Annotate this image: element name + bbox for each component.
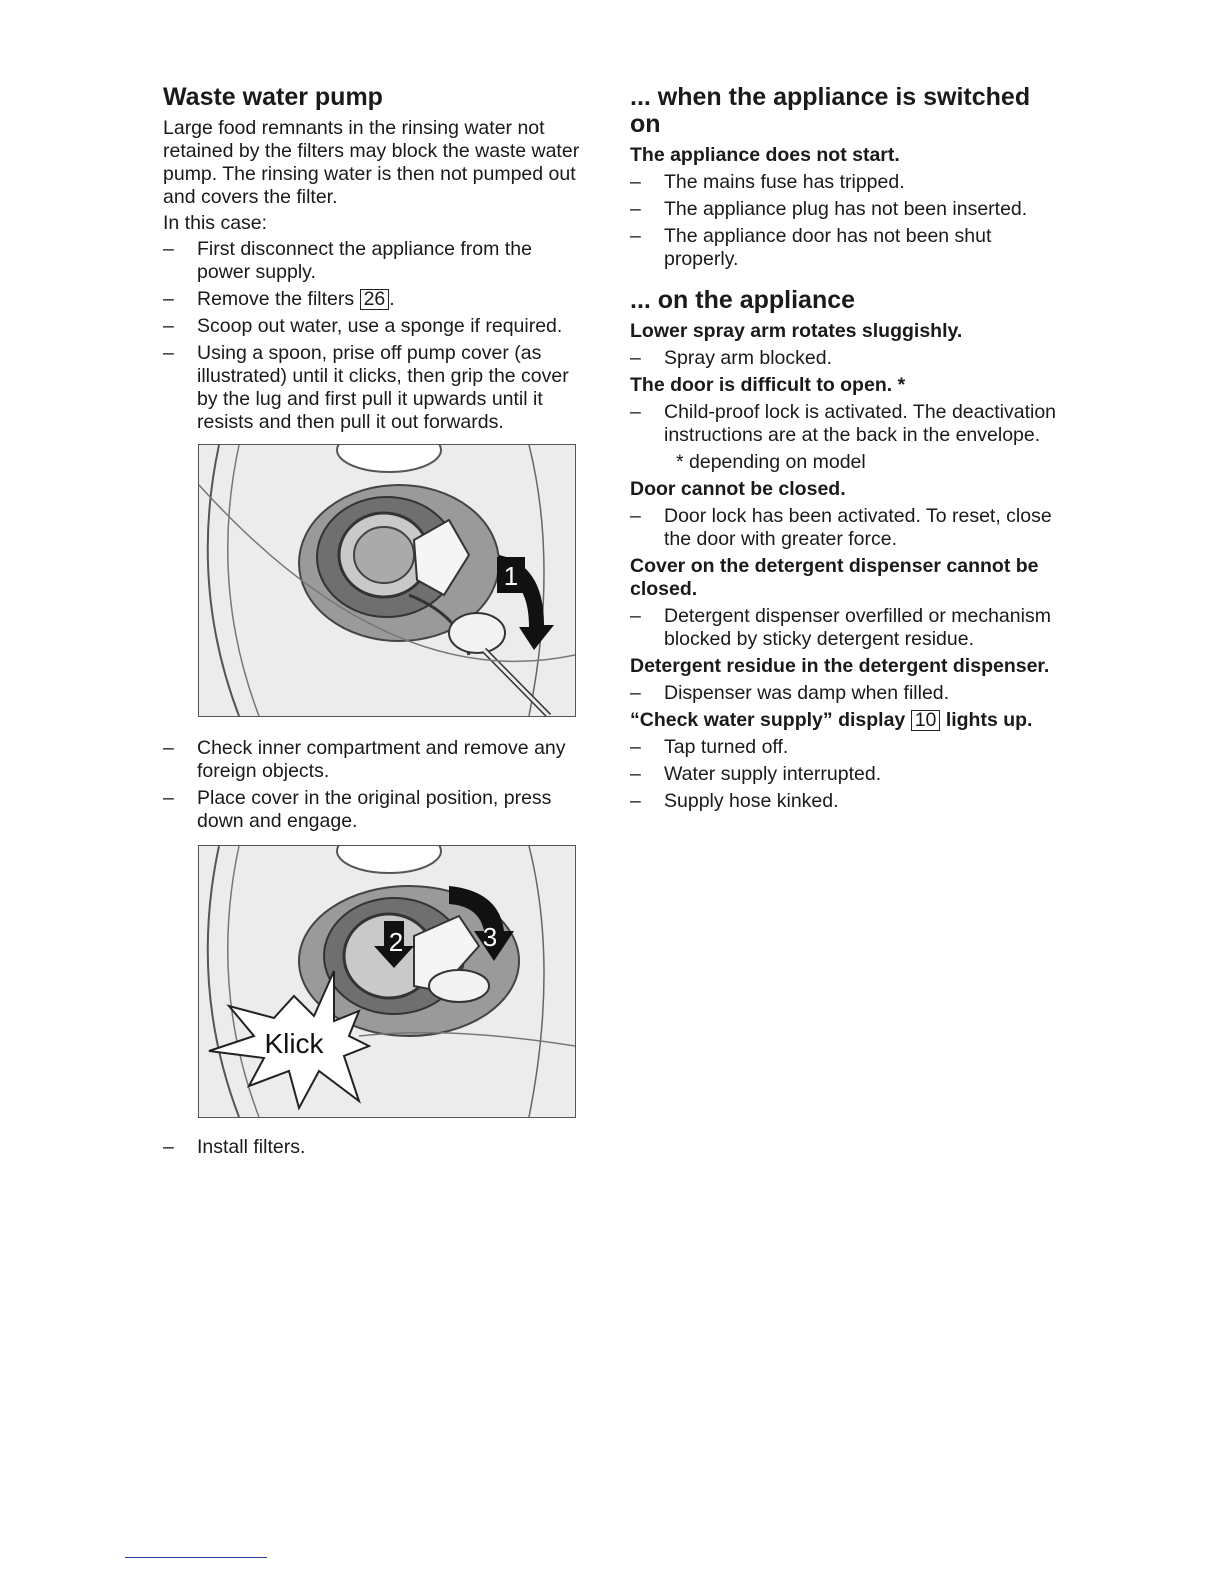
intro-paragraph: Large food remnants in the rinsing water not retained by the filters may block the waste water pump. The rinsing water is then not pumped out and covers the filter. (163, 117, 580, 208)
list-item: – Dispenser was damp when filled. (630, 682, 1060, 705)
pump-cover-removal-figure (198, 444, 576, 717)
procedure-list (163, 238, 588, 434)
dispenser-cover-title: Cover on the detergent dispenser cannot be closed. (630, 555, 1039, 600)
left-column (163, 84, 588, 1163)
list-item (163, 288, 588, 311)
model-footnote: * depending on model (676, 451, 866, 473)
click-label: Klick (264, 1028, 324, 1059)
footer-rule (125, 1557, 267, 1558)
list-item: – Spray arm blocked. (630, 347, 1060, 370)
door-close-title: Door cannot be closed. (630, 478, 846, 500)
list-item: – The mains fuse has tripped. (630, 171, 1060, 194)
pump-cover-refit-figure (198, 845, 576, 1118)
case-label: In this case: (163, 212, 268, 234)
list-item: – First disconnect the appliance from the power supply. (163, 238, 588, 284)
arrow-label-3: 3 (482, 922, 498, 952)
display-reference-box: 10 (911, 710, 941, 731)
detergent-residue-causes (630, 682, 1060, 705)
list-item: – Tap turned off. (630, 736, 1060, 759)
door-open-causes (630, 401, 1060, 447)
arrow-label-2: 2 (388, 927, 404, 957)
filter-reference-box: 26 (360, 289, 390, 310)
water-supply-title-suffix: lights up. (945, 709, 1033, 731)
switched-on-heading: ... when the appliance is switched on (630, 83, 1031, 138)
list-item: – Check inner compartment and remove any foreign objects. (163, 737, 588, 783)
dispenser-cover-causes (630, 605, 1060, 651)
spray-arm-title: Lower spray arm rotates sluggishly. (630, 320, 963, 342)
procedure-list-continued (163, 737, 588, 833)
right-column (630, 84, 1060, 817)
list-item: – Door lock has been activated. To reset, close the door with greater force. (630, 505, 1060, 551)
door-close-causes (630, 505, 1060, 551)
on-appliance-heading: ... on the appliance (630, 286, 856, 314)
list-item: – Supply hose kinked. (630, 790, 1060, 813)
list-item: – Scoop out water, use a sponge if required. (163, 315, 588, 338)
list-item: – Install filters. (163, 1136, 588, 1159)
water-supply-title (630, 709, 1060, 732)
list-item: – The appliance plug has not been inserted. (630, 198, 1060, 221)
list-item: – Water supply interrupted. (630, 763, 1060, 786)
no-start-causes (630, 171, 1060, 271)
water-supply-title-text: “Check water supply” display (630, 709, 906, 731)
door-open-title: The door is difficult to open. * (630, 374, 906, 396)
list-item: – Child-proof lock is activated. The deactivation instructions are at the back in the envelope. (630, 401, 1060, 447)
list-item: – Place cover in the original position, press down and engage. (163, 787, 588, 833)
remove-filters-text: Remove the filters (197, 288, 355, 310)
no-start-title: The appliance does not start. (630, 144, 900, 166)
remove-filters-suffix: . (389, 288, 395, 310)
list-item: – Using a spoon, prise off pump cover (as illustrated) until it clicks, then grip the cover by the lug and first pull it upwards until it resists and then pull it out forwards. (163, 342, 588, 434)
detergent-residue-title: Detergent residue in the detergent dispenser. (630, 655, 1050, 677)
pump-illustration-1 (199, 445, 575, 716)
spray-arm-causes (630, 347, 1060, 370)
waste-water-pump-heading: Waste water pump (163, 83, 383, 111)
final-step-list (163, 1136, 588, 1159)
pump-illustration-2 (199, 846, 575, 1117)
list-item: – The appliance door has not been shut properly. (630, 225, 1060, 271)
list-item: – Detergent dispenser overfilled or mechanism blocked by sticky detergent residue. (630, 605, 1060, 651)
arrow-label-1: 1 (503, 561, 519, 591)
water-supply-causes (630, 736, 1060, 813)
